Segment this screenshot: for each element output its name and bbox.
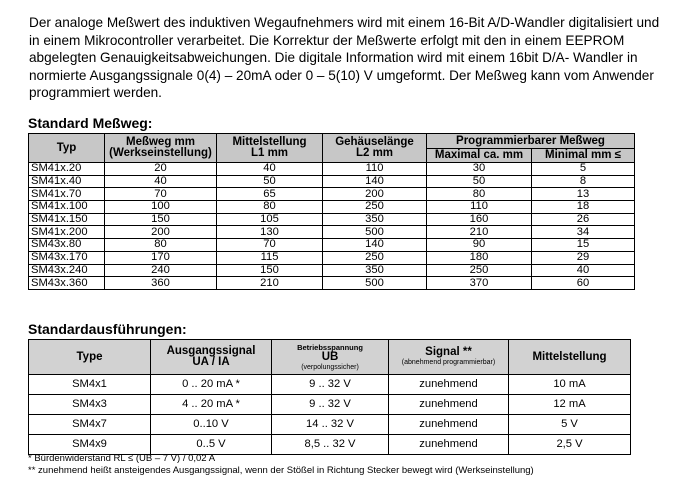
table-cell: SM4x1 xyxy=(29,375,151,395)
table-cell: 200 xyxy=(323,188,427,201)
col-minimal: Minimal mm ≤ xyxy=(532,149,635,163)
table-cell: zunehmend xyxy=(389,375,509,395)
table-cell: SM41x.20 xyxy=(29,163,105,176)
table-cell: 140 xyxy=(323,239,427,252)
table-cell: SM41x.70 xyxy=(29,188,105,201)
table-cell: 15 xyxy=(532,239,635,252)
table-row xyxy=(29,435,631,455)
table-cell: SM43x.240 xyxy=(29,264,105,277)
table-row xyxy=(29,277,635,290)
table-cell: 100 xyxy=(105,201,217,214)
table-row xyxy=(29,415,631,435)
table-cell: zunehmend xyxy=(389,435,509,455)
table-cell: 18 xyxy=(532,201,635,214)
col-mittelstellung-2: Mittelstellung xyxy=(509,340,631,375)
footnote-1: * Bürdenwiderstand RL ≤ (UB – 7 V) / 0,02 A xyxy=(28,453,216,464)
footnote-2: ** zunehmend heißt ansteigendes Ausgangssignal, wenn der Stößel in Richtung Stecker bewegt wird (Werkseinstellung) xyxy=(28,465,534,476)
table-cell: 370 xyxy=(427,277,532,290)
table-cell: SM4x7 xyxy=(29,415,151,435)
table-cell: SM43x.170 xyxy=(29,251,105,264)
table-cell: 115 xyxy=(217,251,323,264)
table-cell: 210 xyxy=(217,277,323,290)
table-cell: 150 xyxy=(217,264,323,277)
table-row xyxy=(29,188,635,201)
table-row xyxy=(29,226,635,239)
table-cell: 200 xyxy=(105,226,217,239)
table-cell: 2,5 V xyxy=(509,435,631,455)
table-cell: 8 xyxy=(532,175,635,188)
table-cell: SM4x3 xyxy=(29,395,151,415)
table-cell: 240 xyxy=(105,264,217,277)
col-ausgangssignal: Ausgangssignal UA / IA xyxy=(151,340,272,375)
table-cell: SM43x.360 xyxy=(29,277,105,290)
table-cell: 70 xyxy=(105,188,217,201)
intro-paragraph: Der analoge Meßwert des induktiven Wegaufnehmers wird mit einem 16-Bit A/D-Wandler digitalisiert und in einem Mikrocontroller verarbeitet. Die Korrektur der Meßwerte erfolgt mit den in einem EEPROM abgelegten Genauigkeitsabweichungen. Die digitale Information wird mit einem 16bit D/A- Wandler in normierte Ausgangssignale 0(4) – 20mA oder 0 – 5(10) V umgeformt. Der Meßweg kann vom Anwender programmiert werden. xyxy=(29,15,660,101)
table-cell: 250 xyxy=(427,264,532,277)
table-cell: 34 xyxy=(532,226,635,239)
col-typ: Typ xyxy=(29,134,105,163)
table-cell: 0 .. 20 mA * xyxy=(151,375,272,395)
table-cell: 500 xyxy=(323,277,427,290)
table-cell: 350 xyxy=(323,264,427,277)
table-row xyxy=(29,213,635,226)
col-mittelstellung: Mittelstellung L1 mm xyxy=(217,134,323,163)
col-betriebsspannung: Betriebsspannung UB (verpolungssicher) xyxy=(272,340,389,375)
table-cell: 150 xyxy=(105,213,217,226)
table-cell: SM41x.150 xyxy=(29,213,105,226)
table-row xyxy=(29,264,635,277)
table-row xyxy=(29,201,635,214)
table-row xyxy=(29,239,635,252)
table-cell: 40 xyxy=(105,175,217,188)
table-cell: 250 xyxy=(323,201,427,214)
table-cell: 50 xyxy=(217,175,323,188)
col-maximal: Maximal ca. mm xyxy=(427,149,532,163)
table-cell: 80 xyxy=(427,188,532,201)
table-cell: 110 xyxy=(427,201,532,214)
table-cell: 105 xyxy=(217,213,323,226)
table-cell: 60 xyxy=(532,277,635,290)
table-cell: 13 xyxy=(532,188,635,201)
table-cell: 5 V xyxy=(509,415,631,435)
col-signal: Signal ** (abnehmend programmierbar) xyxy=(389,340,509,375)
table-cell: zunehmend xyxy=(389,415,509,435)
table-cell: 0..5 V xyxy=(151,435,272,455)
table-row xyxy=(29,175,635,188)
table-cell: 210 xyxy=(427,226,532,239)
table-cell: 40 xyxy=(217,163,323,176)
table-row xyxy=(29,251,635,264)
table-cell: 0..10 V xyxy=(151,415,272,435)
table-row xyxy=(29,163,635,176)
standardausfuehrungen-table xyxy=(28,339,631,455)
col-type: Type xyxy=(29,340,151,375)
table-cell: 90 xyxy=(427,239,532,252)
col-programmierbar: Programmierbarer Meßweg xyxy=(427,134,635,149)
table-cell: 30 xyxy=(427,163,532,176)
col-gehaeuselaenge: Gehäuselänge L2 mm xyxy=(323,134,427,163)
table-cell: 5 xyxy=(532,163,635,176)
table-cell: 26 xyxy=(532,213,635,226)
table-row xyxy=(29,395,631,415)
ausfuehrungen-heading: Standardausführungen: xyxy=(28,321,187,337)
table-cell: 140 xyxy=(323,175,427,188)
table-cell: 4 .. 20 mA * xyxy=(151,395,272,415)
table-cell: 110 xyxy=(323,163,427,176)
table-cell: 29 xyxy=(532,251,635,264)
table-cell: SM41x.100 xyxy=(29,201,105,214)
table-cell: 9 .. 32 V xyxy=(272,395,389,415)
table-cell: 8,5 .. 32 V xyxy=(272,435,389,455)
standard-heading: Standard Meßweg: xyxy=(28,115,153,131)
table-cell: zunehmend xyxy=(389,395,509,415)
table-row xyxy=(29,375,631,395)
table-cell: 20 xyxy=(105,163,217,176)
table-cell: 500 xyxy=(323,226,427,239)
table-cell: 130 xyxy=(217,226,323,239)
table-cell: SM41x.40 xyxy=(29,175,105,188)
table-cell: 70 xyxy=(217,239,323,252)
table-cell: 80 xyxy=(105,239,217,252)
table-cell: 65 xyxy=(217,188,323,201)
table-cell: 14 .. 32 V xyxy=(272,415,389,435)
table-cell: 350 xyxy=(323,213,427,226)
table-cell: SM43x.80 xyxy=(29,239,105,252)
table-cell: 170 xyxy=(105,251,217,264)
table-cell: 160 xyxy=(427,213,532,226)
table-cell: 12 mA xyxy=(509,395,631,415)
table-cell: 180 xyxy=(427,251,532,264)
table-cell: SM4x9 xyxy=(29,435,151,455)
table-cell: 10 mA xyxy=(509,375,631,395)
table-cell: SM41x.200 xyxy=(29,226,105,239)
table-cell: 80 xyxy=(217,201,323,214)
table-cell: 50 xyxy=(427,175,532,188)
table-cell: 360 xyxy=(105,277,217,290)
table-cell: 9 .. 32 V xyxy=(272,375,389,395)
table-cell: 250 xyxy=(323,251,427,264)
col-messweg: Meßweg mm (Werkseinstellung) xyxy=(105,134,217,163)
table-cell: 40 xyxy=(532,264,635,277)
standard-messweg-table xyxy=(28,133,635,290)
